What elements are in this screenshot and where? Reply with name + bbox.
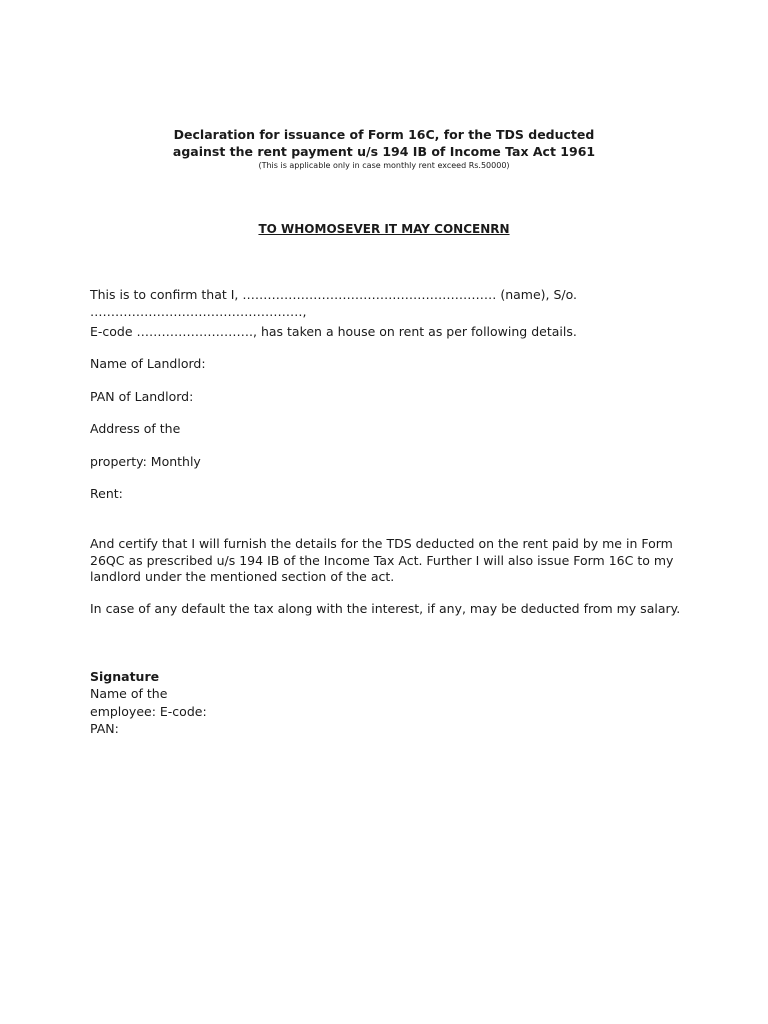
rent-label: Rent:: [90, 486, 123, 501]
signature-label: Signature: [90, 669, 160, 684]
property-monthly-label: property: Monthly: [90, 454, 201, 469]
landlord-name-label: Name of Landlord:: [90, 356, 206, 371]
certify-line-2: 26QC as prescribed u/s 194 IB of the Income Tax Act. Further I will also issue Form 16C to my: [90, 553, 674, 568]
default-clause: In case of any default the tax along with the interest, if any, may be deducted from my salary.: [90, 601, 681, 616]
salutation-heading: TO WHOMOSEVER IT MAY CONCENRN: [258, 222, 510, 236]
certify-line-1: And certify that I will furnish the details for the TDS deducted on the rent paid by me in Form: [90, 536, 673, 551]
employee-pan-label: PAN:: [90, 721, 119, 736]
certify-line-3: landlord under the mentioned section of the act.: [90, 569, 395, 584]
document-title-line-1: Declaration for issuance of Form 16C, for the TDS deducted: [173, 127, 595, 142]
document-title-line-2: against the rent payment u/s 194 IB of Income Tax Act 1961: [172, 144, 596, 159]
confirm-line-3: E-code ………………………., has taken a house on rent as per following details.: [90, 324, 577, 339]
confirm-line-1: This is to confirm that I, ……………………………….…………………… (name), S/o.: [90, 287, 578, 302]
applicability-note: (This is applicable only in case monthly rent exceed Rs.50000): [258, 161, 510, 170]
landlord-pan-label: PAN of Landlord:: [90, 389, 194, 404]
confirm-line-2: ……………………………………………,: [90, 304, 307, 319]
employee-ecode-label: employee: E-code:: [90, 704, 207, 719]
property-address-label: Address of the: [90, 421, 181, 436]
employee-name-label: Name of the: [90, 686, 168, 701]
